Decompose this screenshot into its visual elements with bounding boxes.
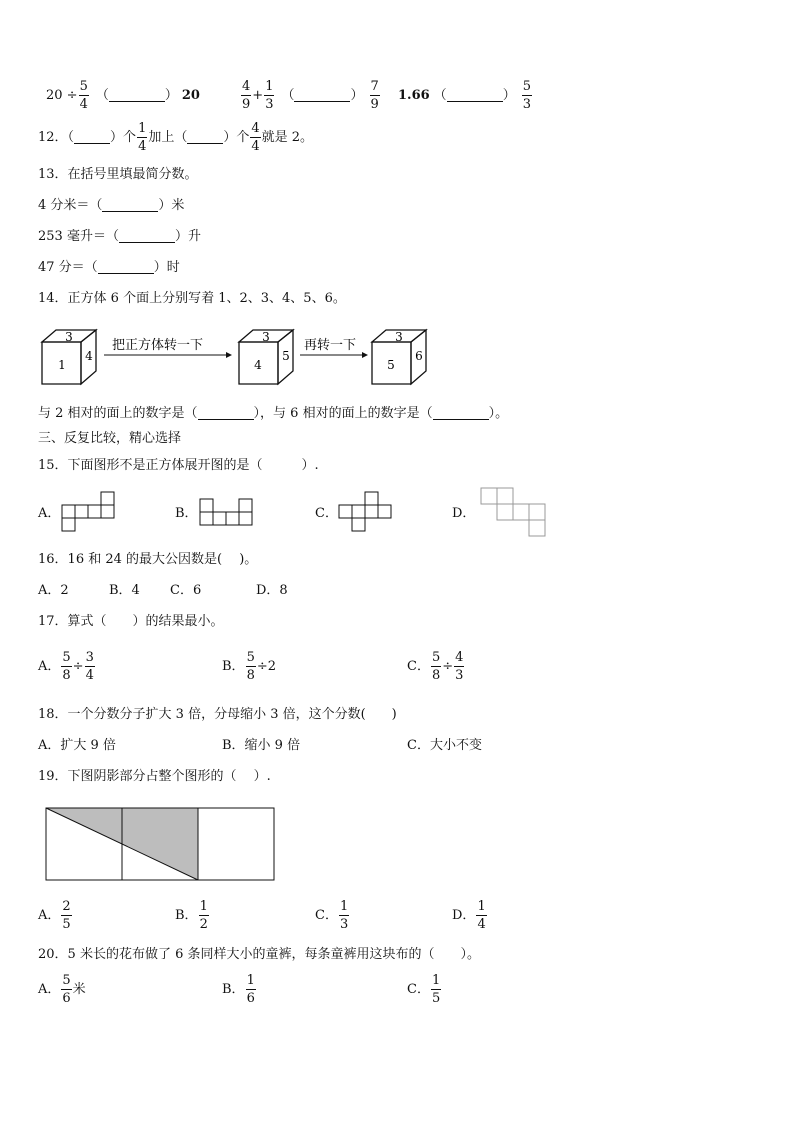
q11-a-left: 20 ÷ [46, 88, 78, 103]
q11-b-fraction-1: $\frac{4}{9}$ [242, 79, 251, 112]
q20-option-c[interactable]: C． $\frac{1}{5}$ [407, 973, 441, 1006]
q13-title: 13．在括号里填最简分数。 [38, 167, 198, 182]
q19-title: 19．下图阴影部分占整个图形的（ ）. [38, 769, 271, 784]
q13-line-3: 47 分＝（ ）时 [38, 260, 180, 275]
cube-3-top: 3 [395, 330, 403, 344]
q15-option-d[interactable]: D． [452, 506, 476, 521]
q19-figure [46, 808, 274, 880]
q11-c-fraction: $\frac{5}{3}$ [522, 79, 531, 112]
q20-option-b[interactable]: B． $\frac{1}{6}$ [222, 973, 255, 1006]
q13-line-2: 253 毫升＝（ ）升 [38, 229, 201, 244]
q16-option-b[interactable]: B．4 [109, 583, 140, 598]
q14-blank-1[interactable] [198, 408, 254, 420]
arrow-2-label: 再转一下 [304, 338, 357, 353]
q14-title: 14．正方体 6 个面上分别写着 1、2、3、4、5、6。 [38, 291, 346, 306]
q17-option-c[interactable]: C． $\frac{5}{8}$ ÷ $\frac{4}{3}$ [407, 650, 464, 683]
cube-2-top: 3 [262, 330, 270, 344]
q12-fraction-2: $\frac{4}{4}$ [251, 121, 260, 154]
q11-a-right: 20 [181, 88, 200, 103]
q16-option-d[interactable]: D．8 [256, 583, 288, 598]
q16-option-a[interactable]: A．2 [38, 583, 69, 598]
q11-b-fraction-2: $\frac{1}{3}$ [265, 79, 274, 112]
q15-option-b[interactable]: B． [175, 506, 198, 521]
net-b [200, 499, 252, 525]
q16-title: 16．16 和 24 的最大公因数是( )。 [38, 552, 258, 567]
cube-3-side: 6 [415, 349, 423, 363]
q15-option-c[interactable]: C． [315, 506, 338, 521]
cube-2-side: 5 [282, 349, 290, 363]
net-c [339, 492, 391, 531]
section-3-heading: 三、反复比较，精心选择 [38, 431, 182, 446]
q11-b-fraction-3: $\frac{7}{9}$ [370, 79, 379, 112]
q11-part-a: 20 ÷ $\frac{5}{4}$ （ ） 20 [46, 79, 200, 112]
cube-2-front: 4 [254, 358, 262, 372]
q14-answer: 与 2 相对的面上的数字是（ ），与 6 相对的面上的数字是（ ）。 [38, 406, 509, 421]
q17-option-a[interactable]: A． $\frac{5}{8}$ ÷ $\frac{3}{4}$ [38, 650, 94, 683]
q18-title: 18．一个分数分子扩大 3 倍，分母缩小 3 倍，这个分数( ) [38, 707, 397, 722]
arrow-1-head [226, 352, 232, 358]
net-a [62, 492, 114, 531]
q15-option-a[interactable]: A． [38, 506, 61, 521]
q11-part-c: 1.66 （ ） $\frac{5}{3}$ [398, 79, 531, 112]
q11-part-b: $\frac{4}{9}$ + $\frac{1}{3}$ （ ） $\frac{7}{9}$ [242, 79, 379, 112]
cube-1-top: 3 [65, 330, 73, 344]
q20-title: 20．5 米长的花布做了 6 条同样大小的童裤，每条童裤用这块布的（ ）。 [38, 947, 480, 962]
q12: 12．（ ）个 $\frac{1}{4}$ 加上（ ）个 $\frac{4}{4}$ 就是 2。 [38, 121, 314, 154]
q12-fraction-1: $\frac{1}{4}$ [138, 121, 147, 154]
arrow-2-head [362, 352, 368, 358]
cube-1-front: 1 [58, 358, 66, 372]
q18-option-b[interactable]: B．缩小 9 倍 [222, 738, 301, 753]
arrow-1-label: 把正方体转一下 [112, 338, 204, 353]
q13-line-1: 4 分米＝（ ）米 [38, 198, 185, 213]
cube-3-front: 5 [387, 358, 395, 372]
q11-a-fraction: $\frac{5}{4}$ [79, 79, 88, 112]
q15-title: 15．下面图形不是正方体展开图的是（ ）. [38, 458, 319, 473]
q19-option-a[interactable]: A． $\frac{2}{5}$ [38, 899, 71, 932]
q17-option-b[interactable]: B． $\frac{5}{8}$ ÷2 [222, 650, 277, 683]
cube-1-side: 4 [85, 349, 93, 363]
q17-title: 17．算式（ ）的结果最小。 [38, 614, 224, 629]
q11-c-left: 1.66 [398, 88, 430, 103]
q19-option-c[interactable]: C． $\frac{1}{3}$ [315, 899, 349, 932]
q16-option-c[interactable]: C．6 [170, 583, 202, 598]
q19-option-b[interactable]: B． $\frac{1}{2}$ [175, 899, 208, 932]
q14-blank-2[interactable] [433, 408, 489, 420]
q18-option-c[interactable]: C．大小不变 [407, 738, 482, 753]
net-d [481, 488, 545, 536]
q19-option-d[interactable]: D． $\frac{1}{4}$ [452, 899, 486, 932]
q20-option-a[interactable]: A． $\frac{5}{6}$ 米 [38, 973, 86, 1006]
q18-option-a[interactable]: A．扩大 9 倍 [38, 738, 116, 753]
